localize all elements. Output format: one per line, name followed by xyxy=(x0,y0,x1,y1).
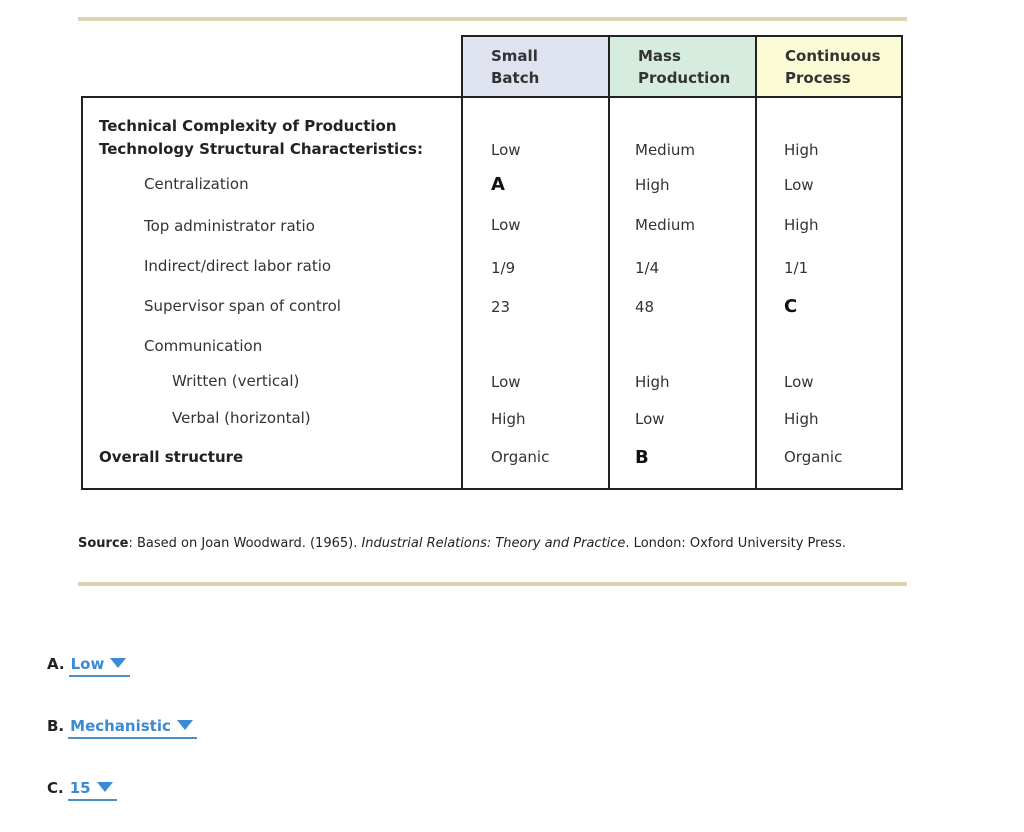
row-label: Written (vertical) xyxy=(172,372,300,390)
row-label: Verbal (horizontal) xyxy=(172,409,311,427)
table-cell: Low xyxy=(784,373,814,391)
table-cell: Medium xyxy=(635,216,695,234)
chevron-down-icon xyxy=(110,658,126,668)
top-divider xyxy=(78,17,907,21)
table-cell: Organic xyxy=(784,448,843,466)
table-cell: Low xyxy=(491,141,521,159)
source-citation: Source: Based on Joan Woodward. (1965). Industrial Relations: Theory and Practice. London: Oxford University Press. xyxy=(78,536,846,551)
table-cell: Low xyxy=(784,176,814,194)
chevron-down-icon xyxy=(97,782,113,792)
table-cell: Medium xyxy=(635,141,695,159)
header-mass-production: Mass Production xyxy=(608,35,756,97)
answer-b-dropdown[interactable]: Mechanistic xyxy=(68,717,197,739)
table-cell: High xyxy=(784,141,819,159)
row-label: Supervisor span of control xyxy=(144,297,341,315)
section-title: Technical Complexity of Production xyxy=(99,117,397,135)
table-cell: Low xyxy=(491,373,521,391)
table-cell: 23 xyxy=(491,298,511,316)
header-continuous-process: Continuous Process xyxy=(755,35,903,97)
table-cell: Organic xyxy=(491,448,550,466)
table-cell: High xyxy=(784,410,819,428)
table-cell: 1/4 xyxy=(635,259,660,277)
column-divider xyxy=(608,96,610,490)
bottom-divider xyxy=(78,582,907,586)
table-cell: High xyxy=(491,410,526,428)
answer-b: B. Mechanistic xyxy=(47,717,197,739)
answer-a-dropdown[interactable]: Low xyxy=(69,655,131,677)
table-cell: 48 xyxy=(635,298,655,316)
section-subtitle: Technology Structural Characteristics: xyxy=(99,140,423,158)
answer-c-dropdown[interactable]: 15 xyxy=(68,779,117,801)
row-label: Centralization xyxy=(144,175,249,193)
table-cell: Low xyxy=(635,410,665,428)
table-cell: 1/1 xyxy=(784,259,809,277)
answer-a: A. Low xyxy=(47,655,130,677)
row-label: Overall structure xyxy=(99,448,244,466)
row-label: Communication xyxy=(144,337,263,355)
blank-a-marker: A xyxy=(491,174,505,195)
answer-c: C. 15 xyxy=(47,779,117,801)
blank-b-marker: B xyxy=(635,447,649,468)
header-small-batch: Small Batch xyxy=(461,35,609,97)
column-divider xyxy=(755,96,757,490)
table-cell: High xyxy=(784,216,819,234)
table-cell: Low xyxy=(491,216,521,234)
table-cell: High xyxy=(635,373,670,391)
table-cell: 1/9 xyxy=(491,259,516,277)
column-divider xyxy=(461,96,463,490)
chevron-down-icon xyxy=(177,720,193,730)
table-cell: High xyxy=(635,176,670,194)
blank-c-marker: C xyxy=(784,296,798,317)
row-label: Indirect/direct labor ratio xyxy=(144,257,332,275)
row-label: Top administrator ratio xyxy=(144,217,315,235)
